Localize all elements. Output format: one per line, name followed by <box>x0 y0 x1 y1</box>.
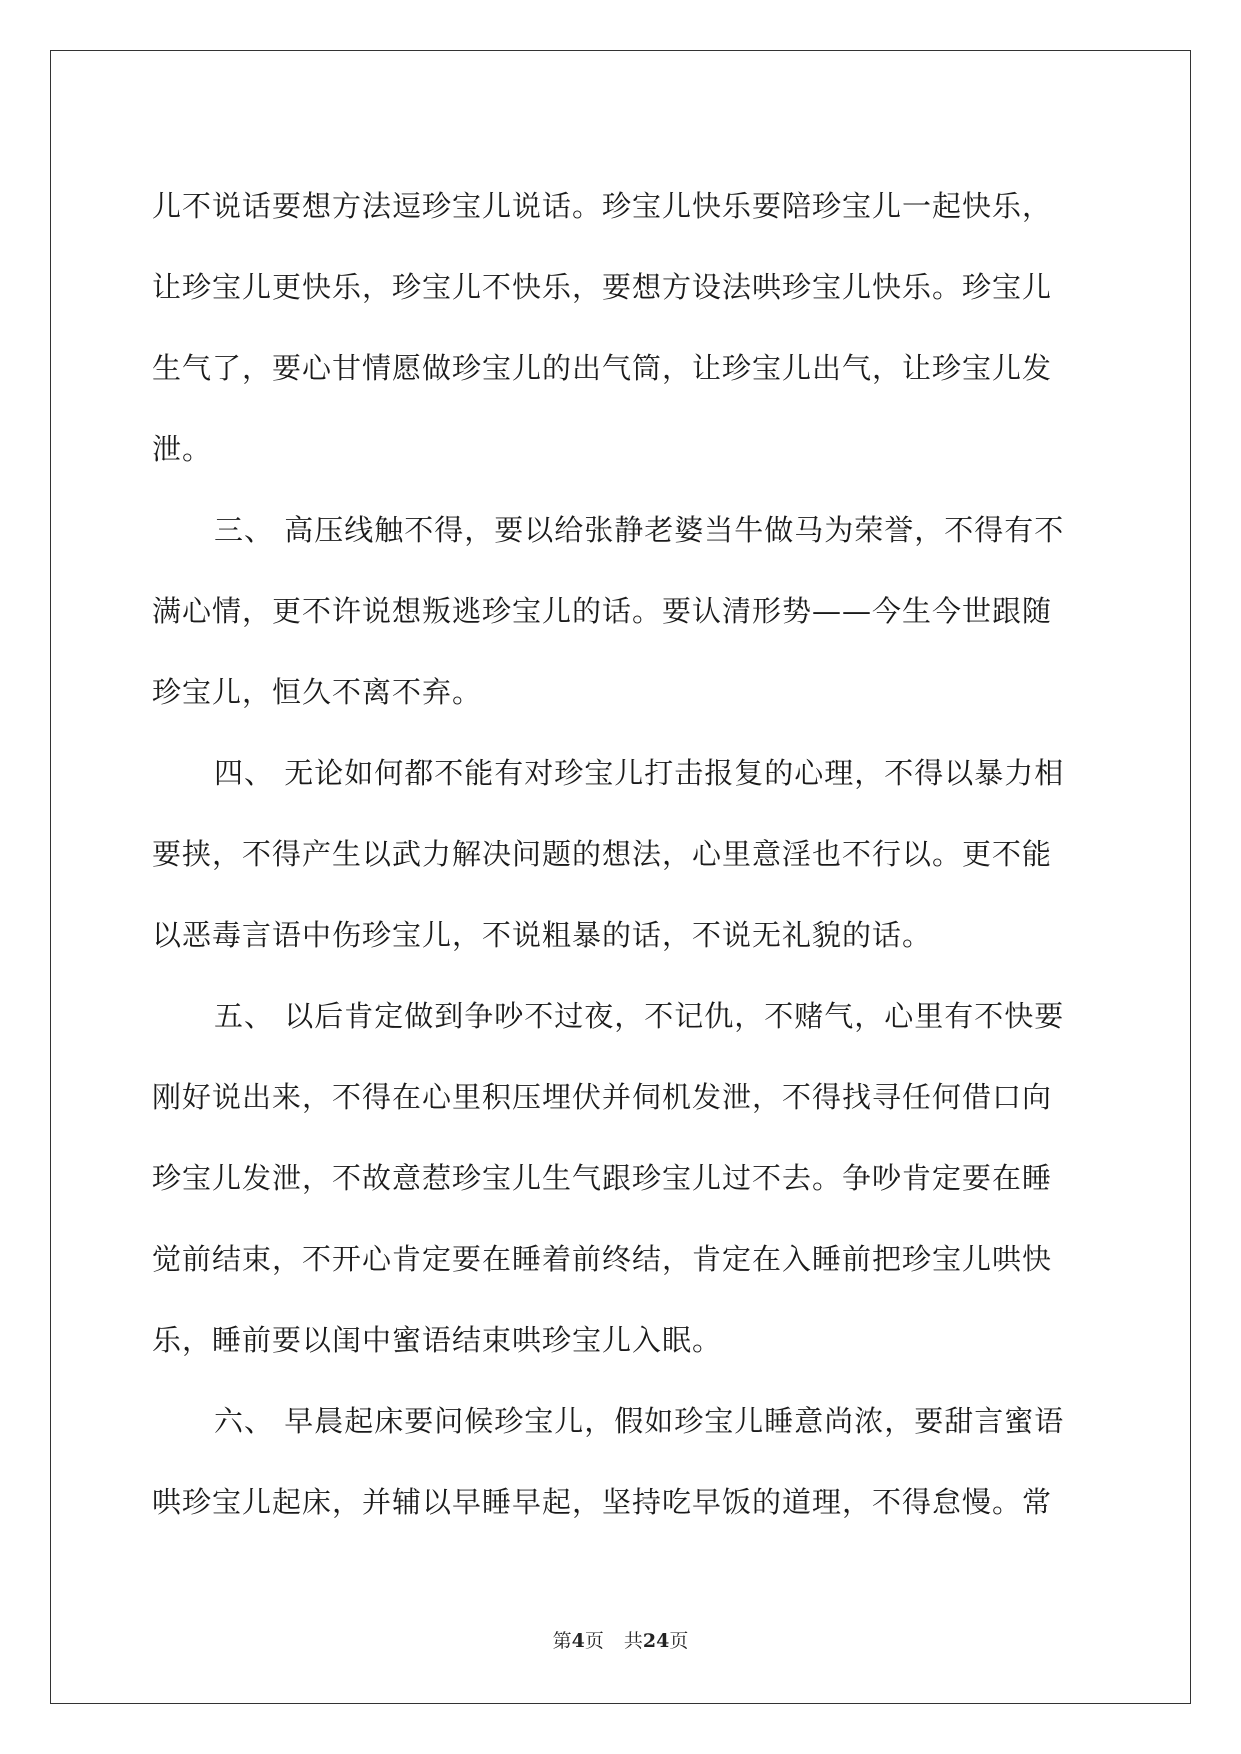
text-line: 生气了，要心甘情愿做珍宝儿的出气筒，让珍宝儿出气，让珍宝儿发 <box>152 351 1053 385</box>
text-line: 六、 早晨起床要问候珍宝儿，假如珍宝儿睡意尚浓，要甜言蜜语 <box>214 1404 1065 1438</box>
text-line: 四、 无论如何都不能有对珍宝儿打击报复的心理，不得以暴力相 <box>214 756 1065 790</box>
total-prefix: 共 <box>623 1630 643 1652</box>
text-line: 泄。 <box>152 432 213 466</box>
total-suffix: 页 <box>669 1630 689 1652</box>
page-number: 4 <box>571 1630 585 1652</box>
text-line: 儿不说话要想方法逗珍宝儿说话。珍宝儿快乐要陪珍宝儿一起快乐， <box>152 189 1053 223</box>
text-line: 三、 高压线触不得，要以给张静老婆当牛做马为荣誉，不得有不 <box>214 513 1065 547</box>
text-line: 珍宝儿发泄，不故意惹珍宝儿生气跟珍宝儿过不去。争吵肯定要在睡 <box>152 1161 1053 1195</box>
page-suffix: 页 <box>584 1630 604 1652</box>
text-line: 乐，睡前要以闺中蜜语结束哄珍宝儿入眠。 <box>152 1323 723 1357</box>
text-line: 珍宝儿，恒久不离不弃。 <box>152 675 483 709</box>
text-line: 满心情，更不许说想叛逃珍宝儿的话。要认清形势——今生今世跟随 <box>152 594 1053 628</box>
text-line: 要挟，不得产生以武力解决问题的想法，心里意淫也不行以。更不能 <box>152 837 1053 871</box>
text-line: 让珍宝儿更快乐，珍宝儿不快乐，要想方设法哄珍宝儿快乐。珍宝儿 <box>152 270 1053 304</box>
text-line: 刚好说出来，不得在心里积压埋伏并伺机发泄，不得找寻任何借口向 <box>152 1080 1053 1114</box>
text-line: 觉前结束，不开心肯定要在睡着前终结，肯定在入睡前把珍宝儿哄快 <box>152 1242 1053 1276</box>
page-prefix: 第 <box>552 1630 572 1652</box>
text-block <box>152 166 1088 1543</box>
total-pages: 24 <box>642 1630 670 1652</box>
text-line: 以恶毒言语中伤珍宝儿，不说粗暴的话，不说无礼貌的话。 <box>152 918 933 952</box>
text-line: 哄珍宝儿起床，并辅以早睡早起，坚持吃早饭的道理，不得怠慢。常 <box>152 1485 1053 1519</box>
text-line: 五、 以后肯定做到争吵不过夜，不记仇，不赌气，心里有不快要 <box>214 999 1065 1033</box>
page-footer <box>0 1626 1241 1653</box>
document-body <box>152 166 1088 1543</box>
